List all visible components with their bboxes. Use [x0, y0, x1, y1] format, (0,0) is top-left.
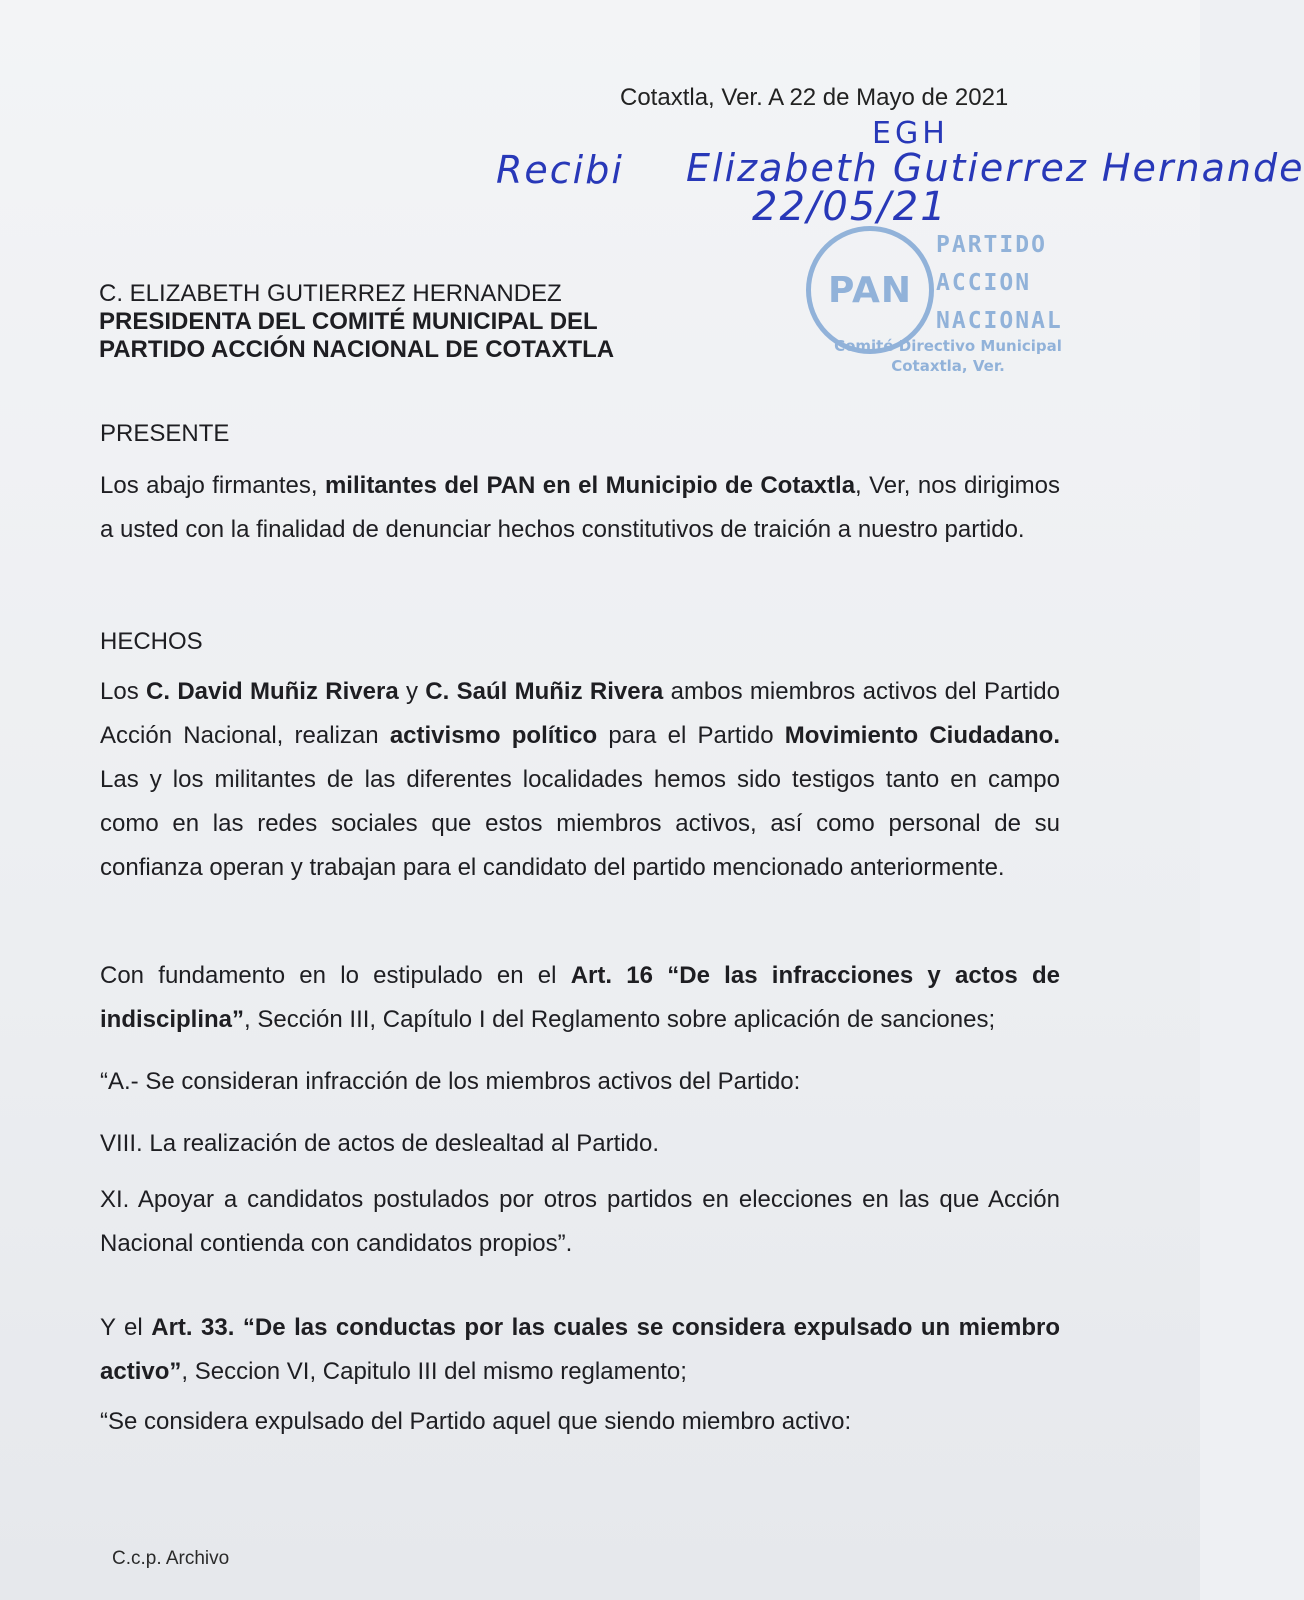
- hechos-paragraph: [100, 670, 1060, 890]
- hechos-text: para el Partido: [597, 722, 785, 749]
- hechos-heading: HECHOS: [100, 628, 203, 655]
- hechos-bold: C. David Muñiz Rivera: [146, 678, 399, 705]
- stamp-word: NACIONAL: [936, 308, 1063, 334]
- stamp-footer: [800, 336, 1096, 376]
- addressee-name: C. ELIZABETH GUTIERREZ HERNANDEZ: [99, 280, 562, 307]
- stamp-footer-line: Cotaxtla, Ver.: [891, 357, 1005, 375]
- item-viii: VIII. La realización de actos de deslealtad al Partido.: [100, 1130, 660, 1157]
- pan-stamp: [800, 222, 1096, 390]
- intro-text: Los abajo firmantes,: [100, 472, 325, 499]
- hechos-text: Los: [100, 678, 147, 705]
- hechos-bold: activismo político: [389, 722, 598, 749]
- hechos-text: ambos miembros activos del Partido Acción Nacional, realizan: [100, 678, 1060, 749]
- handwritten-receipt-date: 22/05/21: [752, 184, 948, 230]
- stamp-word: PARTIDO: [936, 232, 1047, 258]
- quote-a: “A.- Se consideran infracción de los miembros activos del Partido:: [100, 1068, 801, 1095]
- addressee-block: [99, 280, 614, 364]
- handwritten-receiver-name: Elizabeth Gutierrez Hernande: [686, 146, 1304, 190]
- art16-text: Con fundamento en lo estipulado en el: [100, 962, 571, 989]
- art16-bold: Art. 16 “De las infracciones y actos de indisciplina”: [100, 962, 1060, 1033]
- intro-text: , Ver, nos dirigimos a usted con la finalidad de denunciar hechos constitutivos de traición a nuestro partido.: [100, 472, 1060, 543]
- handwritten-initials: EGH: [872, 116, 949, 151]
- presente-label: PRESENTE: [100, 420, 230, 447]
- quote-expulsion: “Se considera expulsado del Partido aquel que siendo miembro activo:: [100, 1408, 852, 1435]
- intro-bold: militantes del PAN en el Municipio de Cotaxtla: [324, 472, 856, 499]
- ccp-footer: C.c.p. Archivo: [112, 1548, 230, 1569]
- intro-paragraph: [100, 464, 1060, 552]
- pan-emblem-icon: PAN: [806, 226, 934, 354]
- stamp-word: ACCION: [936, 270, 1032, 296]
- hechos-bold: C. Saúl Muñiz Rivera: [425, 678, 664, 705]
- art33-text: , Seccion VI, Capitulo III del mismo reglamento;: [181, 1358, 687, 1385]
- addressee-title: PARTIDO ACCIÓN NACIONAL DE COTAXTLA: [99, 336, 615, 363]
- art33-paragraph: [100, 1306, 1060, 1394]
- art33-bold: Art. 33. “De las conductas por las cuales se considera expulsado un miembro activo”: [100, 1314, 1061, 1385]
- date-line: Cotaxtla, Ver. A 22 de Mayo de 2021: [620, 84, 1009, 111]
- item-xi: XI. Apoyar a candidatos postulados por otros partidos en elecciones en las que Acción Nacional contienda con candidatos propios”.: [100, 1186, 1060, 1257]
- hechos-bold: Movimiento Ciudadano.: [784, 722, 1061, 749]
- stamp-party-name: [936, 226, 1063, 340]
- hechos-text: Las y los militantes de las diferentes localidades hemos sido testigos tanto en campo como en las redes sociales que estos miembros activos, así como personal de su confianza operan y trabajan para el candidato del partido mencionado anteriormente.: [100, 766, 1060, 881]
- art33-text: Y el: [100, 1314, 152, 1341]
- addressee-title: PRESIDENTA DEL COMITÉ MUNICIPAL DEL: [99, 308, 598, 335]
- art16-paragraph: [100, 954, 1060, 1042]
- hechos-text: y: [398, 678, 426, 705]
- stamp-footer-line: Comité Directivo Municipal: [834, 337, 1062, 355]
- art16-text: , Sección III, Capítulo I del Reglamento sobre aplicación de sanciones;: [244, 1006, 996, 1033]
- handwritten-recibi: Recibi: [496, 148, 624, 192]
